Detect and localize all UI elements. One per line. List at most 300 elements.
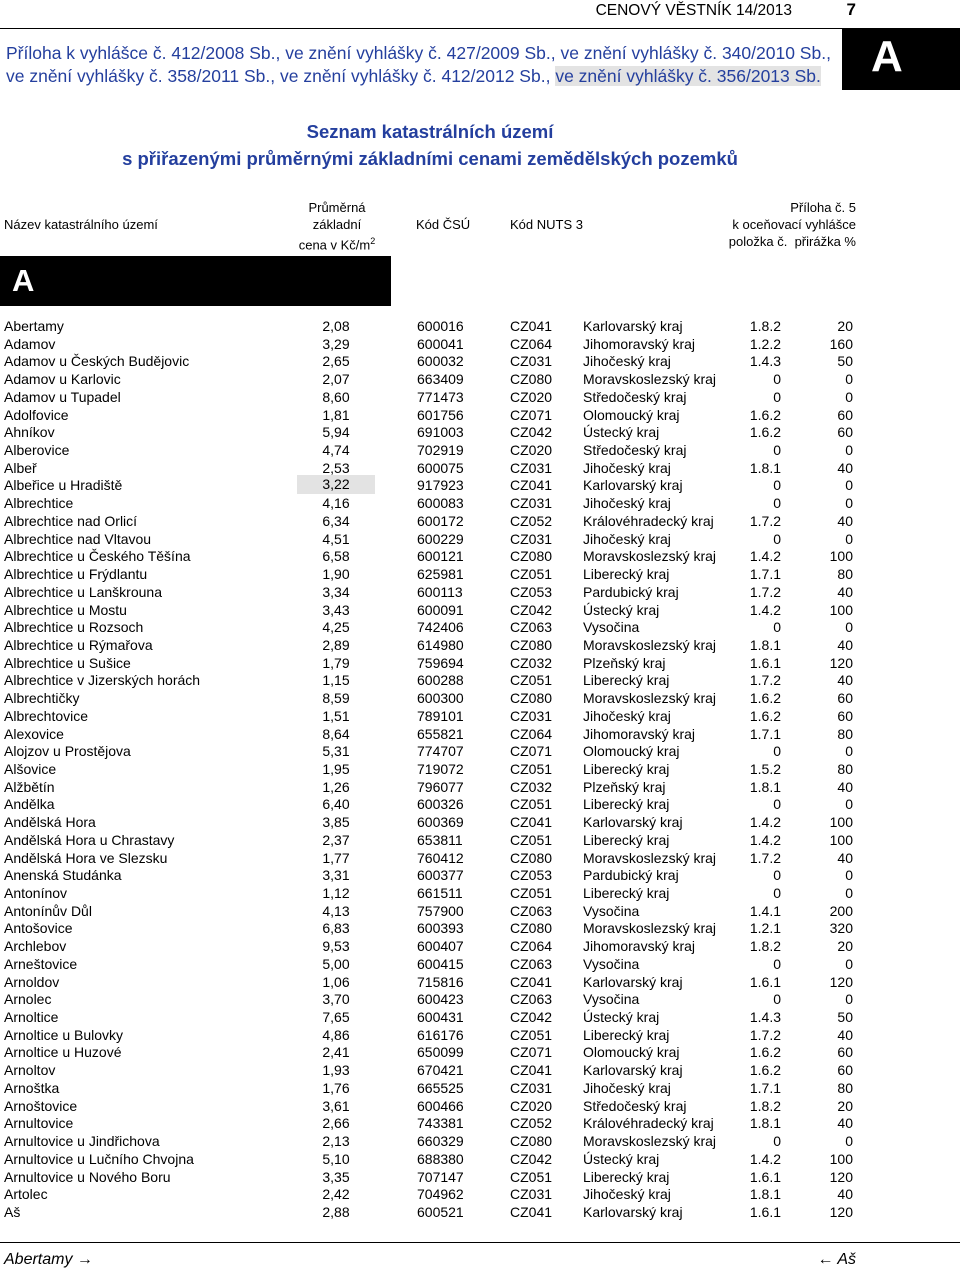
row-csu-code: 625981 bbox=[417, 566, 464, 583]
row-item: 1.4.2 bbox=[749, 831, 781, 848]
row-csu-code: 707147 bbox=[417, 1168, 464, 1185]
table-row bbox=[0, 1132, 860, 1150]
row-csu-code: 715816 bbox=[417, 973, 464, 990]
row-price: 3,35 bbox=[322, 1168, 350, 1185]
row-name: Arnoldov bbox=[4, 973, 60, 990]
row-item: 1.8.1 bbox=[749, 1186, 781, 1203]
table-row bbox=[0, 671, 860, 689]
table-row bbox=[0, 1114, 860, 1132]
row-item: 0 bbox=[773, 955, 781, 972]
row-price: 1,76 bbox=[322, 1079, 350, 1096]
row-item: 1.6.2 bbox=[749, 707, 781, 724]
row-nuts-code: CZ020 bbox=[510, 1097, 553, 1114]
row-csu-code: 757900 bbox=[417, 902, 464, 919]
footer-first-entry: Abertamy → bbox=[4, 1251, 93, 1268]
table-row bbox=[0, 370, 860, 388]
row-csu-code: 600407 bbox=[417, 938, 464, 955]
row-surcharge: 0 bbox=[845, 955, 853, 972]
col-header-name: Název katastrálního území bbox=[4, 217, 158, 232]
table-row bbox=[0, 831, 860, 849]
row-nuts-code: CZ020 bbox=[510, 388, 553, 405]
table-row bbox=[0, 388, 860, 406]
row-item: 0 bbox=[773, 796, 781, 813]
table-row bbox=[0, 760, 860, 778]
row-item: 0 bbox=[773, 371, 781, 388]
row-price: 9,53 bbox=[322, 938, 350, 955]
row-name: Abertamy bbox=[4, 318, 64, 334]
row-item: 0 bbox=[773, 991, 781, 1008]
row-nuts-code: CZ063 bbox=[510, 991, 553, 1008]
row-nuts-code: CZ031 bbox=[510, 495, 553, 512]
row-surcharge: 100 bbox=[829, 548, 853, 565]
row-region: Moravskoslezský kraj bbox=[583, 1133, 717, 1150]
row-surcharge: 100 bbox=[829, 1150, 853, 1167]
row-nuts-code: CZ041 bbox=[510, 973, 553, 990]
row-nuts-code: CZ032 bbox=[510, 654, 553, 671]
row-surcharge: 40 bbox=[837, 1186, 853, 1203]
row-surcharge: 60 bbox=[837, 690, 853, 707]
table-row bbox=[0, 990, 860, 1008]
row-item: 1.6.1 bbox=[749, 654, 781, 671]
row-name: Albrechtice u Rozsoch bbox=[4, 619, 144, 636]
row-region: Karlovarský kraj bbox=[583, 1062, 683, 1079]
row-item: 1.4.1 bbox=[749, 902, 781, 919]
row-name: Adamov u Karlovic bbox=[4, 371, 121, 388]
row-surcharge: 40 bbox=[837, 1026, 853, 1043]
row-name: Arnolec bbox=[4, 991, 52, 1008]
row-surcharge: 0 bbox=[845, 991, 853, 1008]
col-header-price-sup: 2 bbox=[370, 236, 376, 246]
row-csu-code: 704962 bbox=[417, 1186, 464, 1203]
row-price: 6,34 bbox=[322, 512, 350, 529]
row-surcharge: 0 bbox=[845, 442, 853, 459]
row-price: 1,79 bbox=[322, 654, 350, 671]
row-surcharge: 40 bbox=[837, 636, 853, 653]
row-surcharge: 120 bbox=[829, 1168, 853, 1185]
row-surcharge: 40 bbox=[837, 1115, 853, 1132]
row-region: Liberecký kraj bbox=[583, 760, 670, 777]
row-name: Arnultovice u Jindřichova bbox=[4, 1133, 160, 1150]
row-item: 1.7.2 bbox=[749, 849, 781, 866]
table-row bbox=[0, 1008, 860, 1026]
table-row bbox=[0, 689, 860, 707]
row-csu-code: 600377 bbox=[417, 867, 464, 884]
row-item: 0 bbox=[773, 619, 781, 636]
table-row bbox=[0, 530, 860, 548]
section-bar bbox=[0, 256, 391, 306]
row-name: Arnultovice u Nového Boru bbox=[4, 1168, 171, 1185]
row-price: 3,29 bbox=[322, 335, 350, 352]
col-header-price bbox=[290, 199, 384, 253]
row-region: Středočeský kraj bbox=[583, 442, 687, 459]
row-price: 6,58 bbox=[322, 548, 350, 565]
row-nuts-code: CZ041 bbox=[510, 1062, 553, 1079]
row-item: 1.6.2 bbox=[749, 406, 781, 423]
row-region: Karlovarský kraj bbox=[583, 814, 683, 831]
row-name: Anenská Studánka bbox=[4, 867, 122, 884]
row-region: Olomoucký kraj bbox=[583, 1044, 680, 1061]
row-region: Jihočeský kraj bbox=[583, 1079, 671, 1096]
row-surcharge: 320 bbox=[829, 920, 853, 937]
row-region: Vysočina bbox=[583, 991, 640, 1008]
row-item: 1.6.2 bbox=[749, 690, 781, 707]
row-csu-code: 665525 bbox=[417, 1079, 464, 1096]
row-csu-code: 759694 bbox=[417, 654, 464, 671]
row-surcharge: 100 bbox=[829, 831, 853, 848]
row-nuts-code: CZ042 bbox=[510, 601, 553, 618]
row-name: Andělská Hora u Chrastavy bbox=[4, 831, 175, 848]
table-row bbox=[0, 512, 860, 530]
row-csu-code: 688380 bbox=[417, 1150, 464, 1167]
row-region: Ústecký kraj bbox=[583, 1009, 660, 1026]
row-region: Královéhradecký kraj bbox=[583, 1115, 714, 1132]
row-item: 0 bbox=[773, 867, 781, 884]
table-row bbox=[0, 742, 860, 760]
row-name: Albrechtice v Jizerských horách bbox=[4, 672, 201, 689]
row-name: Arnoštovice bbox=[4, 1097, 78, 1114]
row-item: 1.8.2 bbox=[749, 318, 781, 334]
row-price: 2,13 bbox=[322, 1133, 350, 1150]
row-price: 4,74 bbox=[322, 442, 350, 459]
row-name: Alojzov u Prostějova bbox=[4, 743, 131, 760]
row-region: Vysočina bbox=[583, 902, 640, 919]
row-nuts-code: CZ080 bbox=[510, 690, 553, 707]
row-csu-code: 600326 bbox=[417, 796, 464, 813]
table-row bbox=[0, 335, 860, 353]
row-surcharge: 60 bbox=[837, 1062, 853, 1079]
row-price: 3,34 bbox=[322, 583, 350, 600]
row-item: 1.7.1 bbox=[749, 725, 781, 742]
row-csu-code: 742406 bbox=[417, 619, 464, 636]
row-name: Alžbětín bbox=[4, 778, 55, 795]
row-name: Antonínův Důl bbox=[4, 902, 92, 919]
row-name: Arnultovice bbox=[4, 1115, 74, 1132]
row-nuts-code: CZ064 bbox=[510, 725, 553, 742]
row-nuts-code: CZ080 bbox=[510, 920, 553, 937]
table-row bbox=[0, 1061, 860, 1079]
row-name: Albrechtice u Českého Těšína bbox=[4, 548, 191, 565]
row-surcharge: 0 bbox=[845, 388, 853, 405]
table-row bbox=[0, 476, 860, 494]
table-row bbox=[0, 1079, 860, 1097]
row-nuts-code: CZ063 bbox=[510, 619, 553, 636]
row-surcharge: 0 bbox=[845, 867, 853, 884]
table-row bbox=[0, 352, 860, 370]
row-item: 1.5.2 bbox=[749, 760, 781, 777]
row-region: Pardubický kraj bbox=[583, 583, 679, 600]
row-price: 2,37 bbox=[322, 831, 350, 848]
row-item: 1.7.2 bbox=[749, 583, 781, 600]
row-region: Jihomoravský kraj bbox=[583, 335, 696, 352]
row-csu-code: 719072 bbox=[417, 760, 464, 777]
row-item: 0 bbox=[773, 477, 781, 494]
row-surcharge: 40 bbox=[837, 778, 853, 795]
row-nuts-code: CZ080 bbox=[510, 548, 553, 565]
row-csu-code: 774707 bbox=[417, 743, 464, 760]
row-nuts-code: CZ051 bbox=[510, 566, 553, 583]
row-surcharge: 160 bbox=[829, 335, 853, 352]
row-name: Albrechtice u Rýmařova bbox=[4, 636, 153, 653]
row-price: 8,60 bbox=[322, 388, 350, 405]
table-row bbox=[0, 1168, 860, 1186]
col-header-price-l3 bbox=[290, 233, 384, 253]
table-row bbox=[0, 955, 860, 973]
row-name: Ahníkov bbox=[4, 424, 55, 441]
row-csu-code: 600415 bbox=[417, 955, 464, 972]
row-item: 1.7.1 bbox=[749, 1079, 781, 1096]
row-name: Arnoltice u Huzové bbox=[4, 1044, 122, 1061]
row-item: 0 bbox=[773, 495, 781, 512]
footer-last-entry: ← Aš bbox=[817, 1251, 856, 1268]
row-nuts-code: CZ052 bbox=[510, 512, 553, 529]
table-row bbox=[0, 707, 860, 725]
row-surcharge: 0 bbox=[845, 796, 853, 813]
row-surcharge: 0 bbox=[845, 371, 853, 388]
row-name: Albrechtice bbox=[4, 495, 74, 512]
footer-rule bbox=[0, 1242, 960, 1243]
col-header-price-l2: základní bbox=[312, 217, 362, 232]
row-price: 1,51 bbox=[322, 707, 350, 724]
row-name: Antonínov bbox=[4, 885, 68, 901]
row-item: 1.4.3 bbox=[749, 1009, 781, 1026]
table-row bbox=[0, 919, 860, 937]
table-row bbox=[0, 1203, 860, 1221]
row-surcharge: 20 bbox=[837, 318, 853, 334]
row-surcharge: 120 bbox=[829, 973, 853, 990]
row-name: Alexovice bbox=[4, 725, 64, 742]
land-price-table bbox=[0, 317, 860, 1221]
row-name: Alberovice bbox=[4, 442, 70, 459]
table-row bbox=[0, 654, 860, 672]
row-nuts-code: CZ071 bbox=[510, 406, 553, 423]
row-surcharge: 200 bbox=[829, 902, 853, 919]
row-surcharge: 0 bbox=[845, 1133, 853, 1150]
row-item: 1.6.1 bbox=[749, 1168, 781, 1185]
row-nuts-code: CZ041 bbox=[510, 477, 553, 494]
row-region: Karlovarský kraj bbox=[583, 1203, 683, 1220]
row-item: 1.6.1 bbox=[749, 1203, 781, 1220]
row-surcharge: 40 bbox=[837, 459, 853, 476]
row-item: 1.6.1 bbox=[749, 973, 781, 990]
row-item: 1.4.2 bbox=[749, 814, 781, 831]
row-price: 2,65 bbox=[322, 353, 350, 370]
row-price: 8,64 bbox=[322, 725, 350, 742]
row-nuts-code: CZ031 bbox=[510, 1186, 553, 1203]
row-price: 4,25 bbox=[322, 619, 350, 636]
row-surcharge: 40 bbox=[837, 583, 853, 600]
row-surcharge: 40 bbox=[837, 672, 853, 689]
row-nuts-code: CZ051 bbox=[510, 672, 553, 689]
row-name: Albeř bbox=[4, 459, 37, 476]
row-item: 1.2.2 bbox=[749, 335, 781, 352]
row-item: 1.4.2 bbox=[749, 601, 781, 618]
row-price: 4,16 bbox=[322, 495, 350, 512]
document-title bbox=[0, 118, 860, 172]
row-csu-code: 760412 bbox=[417, 849, 464, 866]
annex-highlight: ve znění vyhlášky č. 356/2013 Sb. bbox=[555, 66, 821, 86]
row-nuts-code: CZ041 bbox=[510, 1203, 553, 1220]
row-price: 4,51 bbox=[322, 530, 350, 547]
journal-title: CENOVÝ VĚSTNÍK 14/2013 bbox=[595, 2, 792, 19]
row-csu-code: 600431 bbox=[417, 1009, 464, 1026]
row-nuts-code: CZ051 bbox=[510, 1168, 553, 1185]
row-csu-code: 789101 bbox=[417, 707, 464, 724]
row-nuts-code: CZ051 bbox=[510, 796, 553, 813]
row-csu-code: 655821 bbox=[417, 725, 464, 742]
row-region: Ústecký kraj bbox=[583, 601, 660, 618]
row-region: Jihočeský kraj bbox=[583, 459, 671, 476]
row-surcharge: 50 bbox=[837, 1009, 853, 1026]
row-name: Arnultovice u Lučního Chvojna bbox=[4, 1150, 194, 1167]
row-nuts-code: CZ041 bbox=[510, 814, 553, 831]
table-row bbox=[0, 937, 860, 955]
title-line-2: s přiřazenými průměrnými základními cenami zemědělských pozemků bbox=[122, 148, 738, 169]
row-region: Plzeňský kraj bbox=[583, 654, 666, 671]
page-number: 7 bbox=[846, 0, 856, 19]
row-item: 1.2.1 bbox=[749, 920, 781, 937]
row-surcharge: 100 bbox=[829, 601, 853, 618]
row-price: 2,89 bbox=[322, 636, 350, 653]
row-name: Albrechtice nad Vltavou bbox=[4, 530, 152, 547]
row-nuts-code: CZ080 bbox=[510, 371, 553, 388]
row-name: Arnoltice bbox=[4, 1009, 59, 1026]
row-name: Adamov u Tupadel bbox=[4, 388, 121, 405]
row-nuts-code: CZ041 bbox=[510, 318, 553, 334]
table-row bbox=[0, 459, 860, 477]
row-csu-code: 600075 bbox=[417, 459, 464, 476]
row-price: 6,40 bbox=[322, 796, 350, 813]
row-csu-code: 600369 bbox=[417, 814, 464, 831]
row-csu-code: 601756 bbox=[417, 406, 464, 423]
row-price: 3,70 bbox=[322, 991, 350, 1008]
row-price: 2,08 bbox=[322, 318, 350, 334]
title-line-1: Seznam katastrálních území bbox=[306, 121, 554, 142]
row-region: Liberecký kraj bbox=[583, 672, 670, 689]
row-region: Liberecký kraj bbox=[583, 796, 670, 813]
row-region: Liberecký kraj bbox=[583, 566, 670, 583]
row-surcharge: 0 bbox=[845, 495, 853, 512]
row-price: 1,81 bbox=[322, 406, 350, 423]
row-price: 5,00 bbox=[322, 955, 350, 972]
row-surcharge: 40 bbox=[837, 849, 853, 866]
row-name: Albeřice u Hradiště bbox=[4, 477, 123, 494]
col-header-polozka: položka č. bbox=[728, 234, 788, 249]
row-surcharge: 0 bbox=[845, 743, 853, 760]
row-item: 1.4.3 bbox=[749, 353, 781, 370]
row-price: 7,65 bbox=[322, 1009, 350, 1026]
col-header-csu: Kód ČSÚ bbox=[416, 217, 471, 232]
table-row bbox=[0, 902, 860, 920]
row-region: Liberecký kraj bbox=[583, 1026, 670, 1043]
row-price: 1,26 bbox=[322, 778, 350, 795]
row-item: 1.4.2 bbox=[749, 548, 781, 565]
table-row bbox=[0, 795, 860, 813]
row-name: Adolfovice bbox=[4, 406, 69, 423]
row-price: 4,86 bbox=[322, 1026, 350, 1043]
row-name: Antošovice bbox=[4, 920, 73, 937]
row-surcharge: 120 bbox=[829, 654, 853, 671]
row-price: 1,06 bbox=[322, 973, 350, 990]
row-region: Karlovarský kraj bbox=[583, 318, 683, 334]
row-nuts-code: CZ053 bbox=[510, 583, 553, 600]
row-price: 3,22 bbox=[297, 475, 375, 494]
row-price: 2,66 bbox=[322, 1115, 350, 1132]
row-csu-code: 600288 bbox=[417, 672, 464, 689]
table-row bbox=[0, 547, 860, 565]
row-region: Jihočeský kraj bbox=[583, 495, 671, 512]
row-csu-code: 661511 bbox=[417, 885, 463, 901]
annex-line-1: Příloha k vyhlášce č. 412/2008 Sb., ve znění vyhlášky č. 427/2009 Sb., ve znění vyhlášky č. 340/2010 Sb., bbox=[6, 43, 831, 63]
row-item: 0 bbox=[773, 388, 781, 405]
annex-line-2a: ve znění vyhlášky č. 358/2011 Sb., ve znění vyhlášky č. 412/2012 Sb., bbox=[6, 66, 551, 86]
row-region: Moravskoslezský kraj bbox=[583, 548, 717, 565]
row-csu-code: 600423 bbox=[417, 991, 464, 1008]
row-csu-code: 600393 bbox=[417, 920, 464, 937]
table-row bbox=[0, 441, 860, 459]
annex-reference bbox=[6, 42, 836, 88]
row-nuts-code: CZ051 bbox=[510, 885, 553, 901]
col-header-priloha-l2: k oceňovací vyhlášce bbox=[732, 217, 856, 232]
row-item: 0 bbox=[773, 1133, 781, 1150]
row-nuts-code: CZ042 bbox=[510, 1009, 553, 1026]
table-row bbox=[0, 601, 860, 619]
row-region: Jihomoravský kraj bbox=[583, 938, 696, 955]
row-price: 5,10 bbox=[322, 1150, 350, 1167]
row-nuts-code: CZ031 bbox=[510, 459, 553, 476]
row-price: 1,93 bbox=[322, 1062, 350, 1079]
table-row bbox=[0, 1043, 860, 1061]
row-name: Albrechtovice bbox=[4, 707, 89, 724]
row-csu-code: 743381 bbox=[417, 1115, 464, 1132]
row-nuts-code: CZ031 bbox=[510, 530, 553, 547]
row-name: Alšovice bbox=[4, 760, 57, 777]
row-item: 1.6.2 bbox=[749, 1044, 781, 1061]
row-name: Albrechtice u Mostu bbox=[4, 601, 127, 618]
row-nuts-code: CZ051 bbox=[510, 760, 553, 777]
row-item: 1.6.2 bbox=[749, 1062, 781, 1079]
row-nuts-code: CZ031 bbox=[510, 1079, 553, 1096]
row-nuts-code: CZ051 bbox=[510, 1026, 553, 1043]
row-surcharge: 20 bbox=[837, 938, 853, 955]
row-csu-code: 660329 bbox=[417, 1133, 464, 1150]
row-csu-code: 600016 bbox=[417, 318, 464, 334]
row-region: Královéhradecký kraj bbox=[583, 512, 714, 529]
row-name: Adamov bbox=[4, 335, 56, 352]
row-nuts-code: CZ080 bbox=[510, 1133, 553, 1150]
table-row bbox=[0, 565, 860, 583]
col-header-prirazka: přirážka % bbox=[794, 234, 856, 249]
row-price: 1,77 bbox=[322, 849, 350, 866]
row-surcharge: 120 bbox=[829, 1203, 853, 1220]
row-csu-code: 917923 bbox=[417, 477, 464, 494]
row-nuts-code: CZ064 bbox=[510, 938, 553, 955]
row-region: Vysočina bbox=[583, 619, 640, 636]
row-csu-code: 650099 bbox=[417, 1044, 464, 1061]
row-item: 0 bbox=[773, 743, 781, 760]
table-row bbox=[0, 849, 860, 867]
row-price: 1,90 bbox=[322, 566, 350, 583]
row-region: Moravskoslezský kraj bbox=[583, 636, 717, 653]
row-csu-code: 600083 bbox=[417, 495, 464, 512]
row-price: 5,31 bbox=[322, 743, 350, 760]
row-item: 1.7.2 bbox=[749, 672, 781, 689]
row-name: Arnoltov bbox=[4, 1062, 56, 1079]
row-nuts-code: CZ063 bbox=[510, 955, 553, 972]
section-letter: A bbox=[12, 263, 35, 298]
row-region: Jihočeský kraj bbox=[583, 707, 671, 724]
row-nuts-code: CZ042 bbox=[510, 1150, 553, 1167]
row-name: Arnoltice u Bulovky bbox=[4, 1026, 124, 1043]
